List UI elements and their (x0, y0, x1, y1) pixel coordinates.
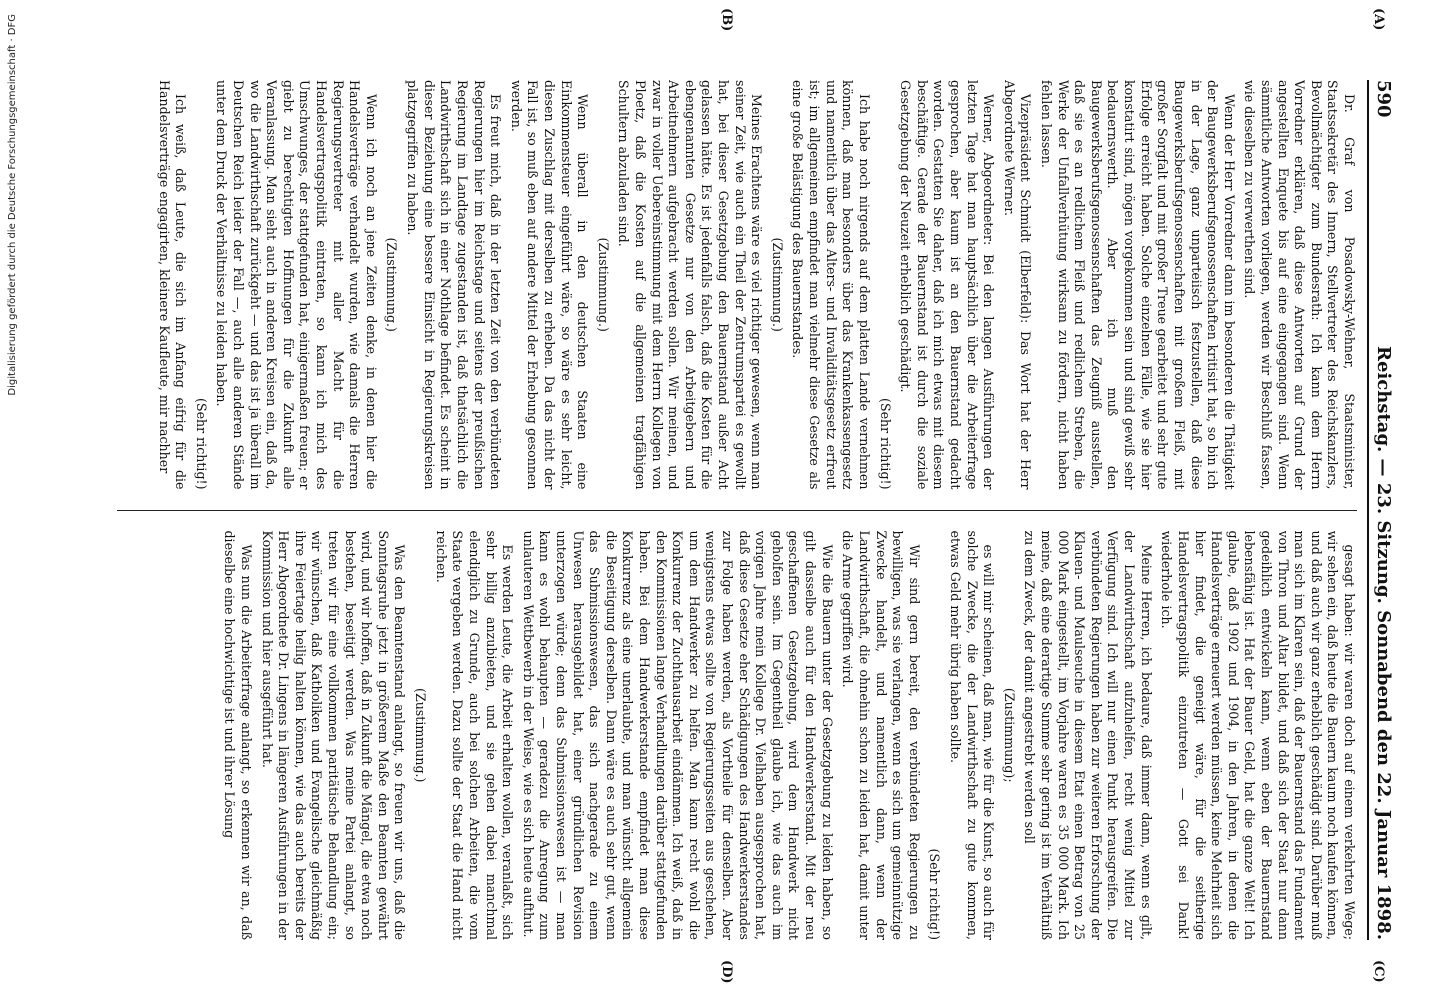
page-number: 590 (1373, 80, 1394, 118)
digitization-credit-text: Digitalisierung gefördert durch die Deutsche Forschungsgemeinschaft · DFG (7, 14, 18, 396)
margin-marker-d: (D) (719, 960, 734, 984)
paragraph: Es werden Leute, die Arbeit erhalten wollen, veranlaßt, sich sehr billig anzubieten, und sie gehen dabei manchmal elendiglich zu Grunde, auch bei solchen Arbeiten, die vom Staate vergeben werden. Dazu sollte der Staat die Hand nicht reichen. (433, 530, 516, 940)
page-title: Reichstag. — 23. Sitzung. Sonnabend den 22. Januar 1898. (1373, 346, 1394, 940)
paragraph: (Zustimmung); (1001, 687, 1017, 783)
paragraph: Dr. Graf von Posadowsky-Wehner, Staatsminister, Staatssekretär des Innern, Stellvertreter des Reichskanzlers, Bevollmächtigter zum Bundesrath: Ich kann dem Herrn Vorredner erklären, daß diese Antworten auf Grund der angestellten Enquete bis auf eine eingegangen sind. Wenn sämmtliche Antworten vorliegen, werden wir Beschluß fassen, wie dieselben zu verwerthen sind. (1242, 80, 1357, 490)
paragraph: (Zustimmung.) (413, 688, 429, 783)
paragraph: Wenn ich noch an jene Zeiten denke, in denen hier die Handelsverträge verhandelt wurden, wie damals die Herren Regierungsvertreter mit aller Macht für die Handelsvertragspolitik eintraten, so kann ich mich des Umschwunges, der stattgefunden hat, einigermaßen freuen; er giebt zu berechtigten Hoffnungen für die Zukunft alle Veranlassung. Man sieht auch in anderen Kreisen ein, daß da, wo die Landwirthschaft zurückgeht — und das ist ja überall im Deutschen Reich leider der Fall —, auch alle anderen Stände unter dem Druck der Verhältnisse zu leiden haben. (214, 80, 379, 490)
margin-marker-c: (C) (1371, 960, 1386, 983)
paragraph: (Zustimmung.) (595, 237, 611, 332)
paragraph: Ich weiß, daß Leute, die sich im Anfang eifrig für die Handelsverträge engagirten, kleinere Kaufleute, mir nachher (156, 80, 189, 490)
paragraph: Werner, Abgeordneter: Bei den langen Ausführungen der letzten Tage hat man hauptsächlich über die Arbeiterfrage gesprochen, aber kaum ist an den Bauernstand gedacht worden. Gestatten Sie daher, daß ich mich etwas mit diesem beschäftige. Gerade der Bauernstand ist durch die soziale Gesetzgebung der Neuzeit erheblich geschädigt. (898, 80, 997, 490)
paragraph: (Sehr richtig!) (193, 398, 209, 490)
left-column (117, 80, 1357, 490)
paragraph: Es freut mich, daß in der letzten Zeit von den verbündeten Regierungen hier im Reichstage und seitens der preußischen Regierung im Landtage zugestanden ist, daß thatsächlich die Landwirthschaft sich in einer Nothlage befindet. Es scheint in dieser Beziehung eine bessere Einsicht in Regierungskreisen platzgegriffen zu haben. (405, 80, 504, 490)
paragraph: Meine Herren, ich bedaure, daß immer dann, wenn es gilt, der Landwirthschaft aufzuhelfen, recht wenig Mittel zur Verfügung sind. Ich will nur einen Punkt herausgreifen. Die verbündeten Regierungen haben zur weiteren Erforschung der Klauen- und Maulseuche in diesem Etat einen Betrag von 25 000 Mark eingestellt, im Vorjahre waren es 35 000 Mark. Ich meine, daß eine derartige Summe sehr gering ist im Verhältniß zu dem Zweck, der damit angestrebt werden soll (1022, 530, 1154, 940)
paragraph: Was nun die Arbeiterfrage anlangt, so erkennen wir an, daß dieselbe eine hochwichtige ist und ihrer Lösung (222, 530, 254, 940)
margin-marker-b: (B) (719, 8, 734, 32)
paragraph: (Sehr richtig!) (877, 398, 893, 490)
paragraph: Wir sind gern bereit, den verbündeten Regierungen zu bewilligen, was sie verlangen, wenn es sich um gemeinnützige Zwecke handelt, und namentlich dann, wenn der Landwirthschaft, die ohnehin schon zu leiden hat, damit unter die Arme gegriffen wird. (840, 530, 922, 940)
paragraph: (Zustimmung.) (769, 237, 785, 332)
paragraph: Ich habe noch nirgends auf dem platten Lande vernehmen können, daß man besonders über das Krankenkassengesetz und namentlich über das Alters- und Invaliditätsgesetz erfreut ist; im allgemeinen empfindet man vielmehr diese Gesetze als eine große Belästigung des Bauernstandes. (790, 80, 872, 490)
digitization-credit (4, 0, 22, 1000)
paragraph: Wenn der Herr Vorredner dann im besonderen die Thätigkeit der Baugewerksberufsgenossenschaften kritisirt hat, so bin ich in der Lage, ganz unparteiisch festzustellen, daß diese Baugewerksberufsgenossenschaften mit großem Fleiß, mit großer Sorgfalt und mit großer Treue gearbeitet und sehr gute Erfolge erreicht haben. Solche einzelnen Fälle, wie sie hier konstatirt sind, mögen vorgekommen sein und sind gewiß sehr bedauernswerth. Aber ich muß den Baugewerksberufsgenossenschaften das Zeugniß ausstellen, daß sie es an redlichem Fleiß und redlichem Streben, die Werke der Unfallverhütung wirksam zu fördern, nicht haben fehlen lassen. (1039, 80, 1237, 490)
paragraph: (Zustimmung.) (384, 237, 400, 332)
right-column (117, 531, 1357, 941)
paragraph: es will mir scheinen, daß man, wie für die Kunst, so auch für solche Zwecke, die der Landwirthschaft zu gute kommen, etwas Geld mehr übrig haben sollte. (947, 530, 997, 940)
paragraph: Meines Erachtens wäre es viel richtiger gewesen, wenn man seiner Zeit, wie auch ein Theil der Zentrumspartei es gewollt hat, bei dieser Gesetzgebung den Bauernstand außer Acht gelassen hätte. Es ist jedenfalls falsch, daß die Kosten für die ebengenannten Gesetze nur von den Arbeitgebern und Arbeitnehmern aufgebracht werden sollen. Wir meinen, und zwar in voller Uebereinstimmung mit dem Herrn Kollegen von Ploetz, daß die Kosten auf die allgemeinen tragfähigen Schultern abzuladen sind. (616, 80, 765, 490)
column-divider (117, 510, 1357, 511)
paragraph: gesagt haben: wir waren doch auf einem verkehrten Wege; wir sehen ein, daß heute die Bauern kaum noch kaufen können, und daß auch wir ganz erheblich geschädigt sind. Darüber muß man sich im Klaren sein, daß der Bauernstand das Fundament von Thron und Altar bildet, und daß sich der Staat nur dann gedeihlich entwickeln kann, wenn eben der Bauernstand lebensfähig ist. Hat der Bauer Geld, hat die ganze Welt! Ich glaube, daß 1902 und 1904, in den Jahren, in denen die Handelsverträge erneuert werden müssen, keine Mehrheit sich hier findet, die geneigt wäre, für die seitherige Handelsvertragspolitik einzutreten — Gott sei Dank! wiederhole ich. (1159, 530, 1357, 940)
columns (117, 80, 1357, 940)
paragraph: Vizepräsident Schmidt (Elberfeld): Das Wort hat der Herr Abgeordnete Werner. (1001, 80, 1034, 490)
paragraph: (Sehr richtig!) (927, 848, 943, 940)
paragraph: Was den Beamtenstand anlangt, so freuen wir uns, daß die Sonntagsruhe jetzt in größerem Maße den Beamten gewährt wird, und wir hoffen, daß in Zukunft die Mängel, die etwa noch bestehen, beseitigt werden. Was meine Partei anlangt, so treten wir für eine vollkommen paritätische Behandlung ein; wir wünschen, daß Katholiken und Evangelische gleichmäßig ihre Feiertage heilig halten können, wie das auch bereits der Herr Abgeordnete Dr. Lingens in längeren Ausführungen in der Kommission und hier ausgeführt hat. (259, 530, 408, 940)
paragraph: Wenn überall in den deutschen Staaten eine Einkommensteuer eingeführt wäre, so wäre es sehr leicht, diesen Zuschlag mit derselben zu erheben. Da das nicht der Fall ist, so muß eben auf andere Mittel der Erhebung gesonnen werden. (508, 80, 591, 490)
margin-marker-a: (A) (1371, 8, 1386, 31)
page-header (1367, 80, 1394, 940)
paragraph: Wie die Bauern unter der Gesetzgebung zu leiden haben, so gilt dasselbe auch für den Handwerkerstand. Mit der neu geschaffenen Gesetzgebung, wird dem Handwerk nicht geholfen sein. Im Gegentheil glaube ich, wie das auch im vorigen Jahre mein Kollege Dr. Vielhaben ausgesprochen hat, daß diese Gesetze eher Schädigungen des Handwerkerstandes zur Folge haben werden, als Vortheile für denselben. Aber wenigstens etwas sollte von Regierungsseiten aus geschehen, um dem Handwerker zu helfen. Man kann recht wohl die Konkurrenz der Zuchthausarbeit eindämmen. Ich weiß, daß in den Kommissionen lange Verhandlungen darüber stattgefunden haben. Bei dem Handwerkerstande empfindet man diese Konkurrenz als eine unerlaubte, und man wünscht allgemein die Beseitigung derselben. Dann wäre es auch sehr gut, wenn das Submissionswesen, das sich nachgerade zu einem Unwesen herausgebildet hat, einer gründlichen Revision unterzogen würde; denn das Submissionswesen ist — man kann es wohl behaupten — geradezu die Anregung zum unlauteren Wettbewerb in der Weise, wie es sich heute aufthut. (520, 530, 835, 940)
